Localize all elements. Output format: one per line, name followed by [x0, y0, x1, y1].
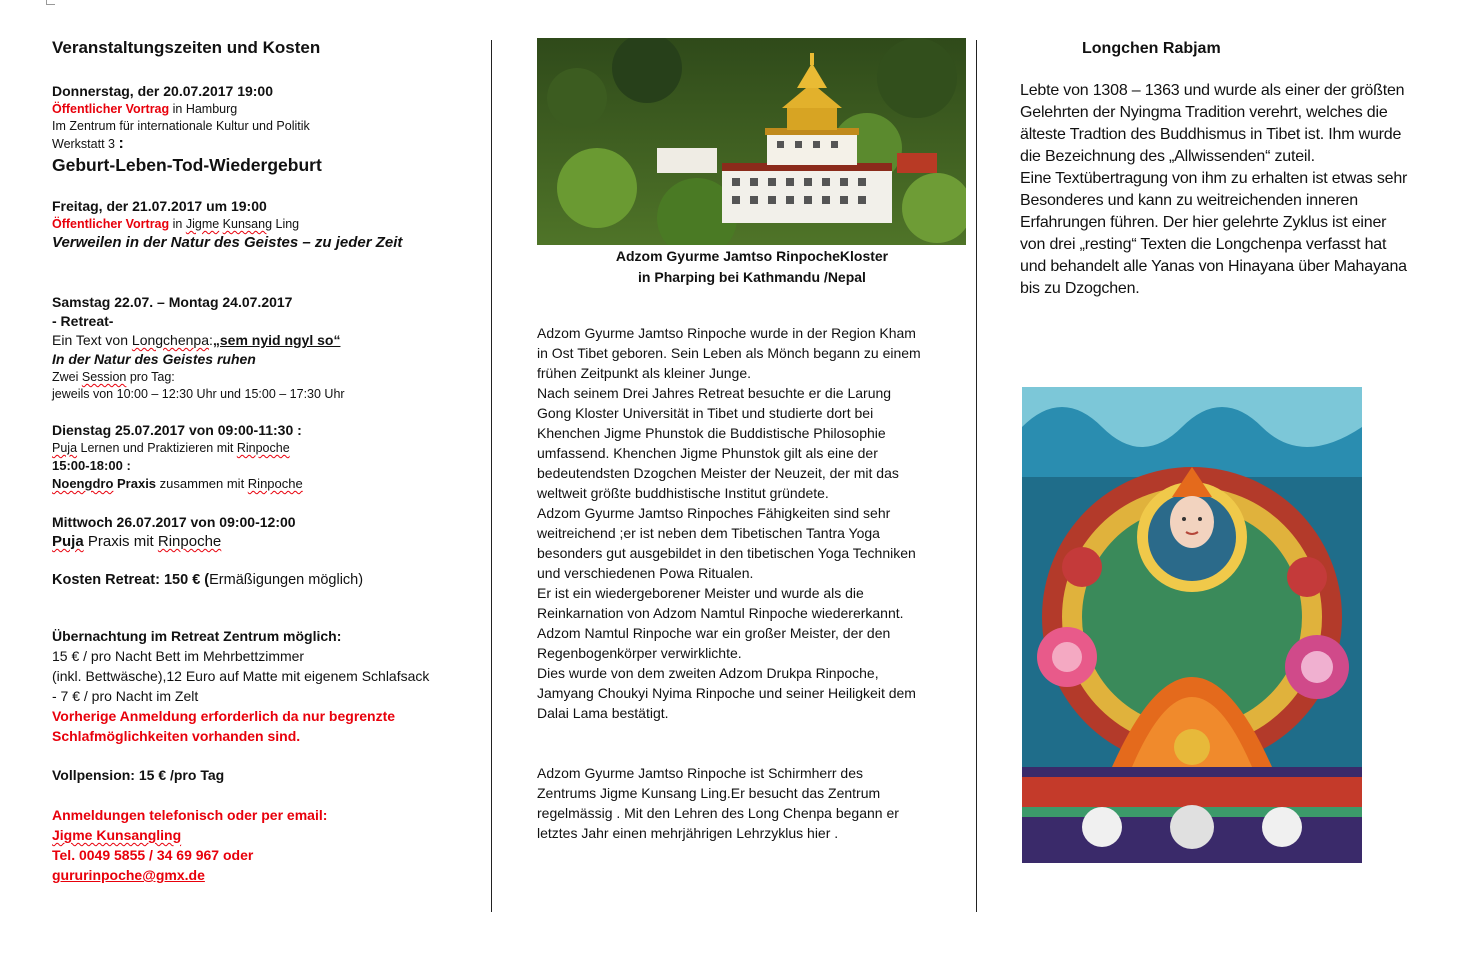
schedule-column [52, 38, 482, 903]
event-date: Freitag, der 21.07.2017 um 19:00 [52, 198, 267, 214]
column-divider [491, 40, 492, 912]
bio-line: Adzom Gyurme Jamtso Rinpoches Fähigkeiten sind sehr [537, 505, 891, 521]
puja-line: Praxis mit [83, 533, 158, 550]
accommodation-line: - 7 € / pro Nacht im Zelt [52, 688, 199, 704]
ngondro-line: Praxis [113, 476, 157, 491]
photo-caption: in Pharping bei Kathmandu /Nepal [638, 269, 866, 285]
registration-warning: Vorherige Anmeldung erforderlich da nur begrenzte [52, 708, 396, 724]
event-location: Jigme [185, 217, 220, 231]
contact-email[interactable]: gururinpoche@gmx.de [52, 867, 205, 883]
event-location: Kunsang [222, 217, 273, 231]
event-wednesday [52, 513, 482, 552]
event-location: Ling [272, 217, 300, 231]
contact-block [52, 805, 482, 885]
bio-line: Gong Kloster Universität in Tibet und studierte dort bei [537, 405, 874, 421]
schedule-heading: Veranstaltungszeiten und Kosten [52, 38, 321, 57]
retreat-label: - Retreat- [52, 313, 114, 329]
full-board-price: Vollpension: 15 € /pro Tag [52, 767, 225, 783]
accommodation [52, 626, 482, 746]
photo-caption: Adzom Gyurme Jamtso RinpocheKloster [615, 248, 889, 264]
puja-line: Puja [52, 441, 78, 455]
cost-note: Ermäßigungen möglich) [209, 572, 364, 588]
ngondro-line: zusammen mit [156, 476, 248, 491]
column-divider [976, 40, 977, 912]
puja-line: Rinpoche [157, 533, 222, 550]
cost-label: Kosten Retreat: 150 € ( [52, 572, 210, 588]
event-tuesday [52, 421, 482, 493]
event-date: Mittwoch 26.07.2017 von 09:00-12:00 [52, 514, 296, 530]
event-location: in [169, 217, 186, 231]
contact-heading: Anmeldungen telefonisch oder per email: [52, 807, 328, 823]
bio-line: Nach seinem Drei Jahres Retreat besuchte er die Larung [537, 385, 892, 401]
bio-line: in Ost Tibet geboren. Sein Leben als Mönch begann zu einem [537, 345, 921, 361]
text-intro: Ein Text von [52, 332, 132, 348]
accommodation-line: 15 € / pro Nacht Bett im Mehrbettzimmer [52, 648, 305, 664]
longchenpa-line: Besonderes und kann zu weitreichenden inneren [1020, 192, 1358, 209]
event-friday [52, 197, 482, 253]
contact-name: Jigme Kunsangling [52, 827, 182, 843]
bio-line: Khenchen Jigme Phunstok die Buddistische Philosophie [537, 425, 886, 441]
event-location: in Hamburg [169, 102, 238, 116]
event-thursday [52, 82, 482, 177]
event-date: Donnerstag, der 20.07.2017 19:00 [52, 83, 274, 99]
venue-line: Im Zentrum für internationale Kultur und Politik [52, 119, 310, 133]
text-author: Longchenpa [131, 332, 209, 348]
bio-line: weltweit größte buddhistische Institut gründete. [537, 485, 829, 501]
monastery-photo [537, 38, 966, 245]
bio-line: bedeutendsten Dzogchen Meister der Neuzeit, der mit das [537, 465, 899, 481]
longchenpa-line: älteste Tradtion des Buddhismus in Tibet ist. Ihm wurde [1020, 126, 1402, 143]
bio-line: Dies wurde von dem zweiten Adzom Drukpa Rinpoche, [537, 665, 879, 681]
bio-line: besonders gut ausgebildet in den tibetischen Yoga Techniken [537, 545, 916, 561]
longchenpa-line: von drei „resting“ Texten die Longchenpa verfasst hat [1020, 236, 1387, 253]
full-board [52, 766, 482, 785]
longchenpa-line: bis zu Dzogchen. [1020, 280, 1140, 297]
bio-line: weitreichend ;er ist neben dem Tibetischen Tantra Yoga [537, 525, 880, 541]
retreat-subtitle: In der Natur des Geistes ruhen [52, 351, 256, 367]
retreat-cost [52, 572, 482, 588]
accommodation-line: (inkl. Bettwäsche),12 Euro auf Matte mit eigenem Schlafsack [52, 668, 430, 684]
longchenpa-column [1020, 38, 1430, 300]
bio-line: und verschiedenen Powa Ritualen. [537, 565, 754, 581]
bio-line: frühen Zeitpunkt als kleiner Junge. [537, 365, 752, 381]
venue-line: Werkstatt 3 [52, 137, 119, 151]
ngondro-line: Rinpoche [247, 476, 303, 491]
event-date: Samstag 22.07. – Montag 24.07.2017 [52, 294, 293, 310]
event-time: 15:00-18:00 : [52, 458, 131, 473]
puja-line: Lernen und Praktizieren mit [77, 441, 237, 455]
thangka-painting [1022, 387, 1362, 863]
biography-column [537, 38, 967, 843]
bio-line: Er ist ein wiedergeborener Meister und wurde als die [537, 585, 864, 601]
longchenpa-line: die Bezeichnung des „Allwissenden“ zuteil. [1020, 148, 1315, 165]
page-corner-mark [46, 0, 55, 5]
ngondro-line: Noengdro [52, 476, 114, 491]
bio-line: Dalai Lama bestätigt. [537, 705, 669, 721]
bio-line: regelmässig . Mit den Lehren des Long Chenpa begann er [537, 805, 899, 821]
bio-line: Jamyang Choukyi Nyima Rinpoche und seiner Heiligkeit dem [537, 685, 916, 701]
bio-line: umfassend. Khenchen Jigme Phunstok gilt als eine der [537, 445, 878, 461]
event-retreat [52, 293, 482, 403]
text-intro: : [208, 332, 213, 348]
session-times: jeweils von 10:00 – 12:30 Uhr und 15:00 – 17:30 Uhr [52, 387, 345, 401]
bio-line: Regenbogenkörper verwirklichte. [537, 645, 742, 661]
longchenpa-line: Gelehrten der Nyingma Tradition verehrt, welches die [1020, 104, 1388, 121]
sessions-line: pro Tag: [126, 370, 175, 384]
sessions-line: Zwei [52, 370, 82, 384]
bio-line: Adzom Gyurme Jamtso Rinpoche ist Schirmherr des [537, 765, 863, 781]
biography-text [537, 323, 967, 843]
contact-phone[interactable]: Tel. 0049 5855 / 34 69 967 oder [52, 847, 254, 863]
colon: : [118, 135, 124, 152]
longchenpa-text [1020, 80, 1430, 300]
puja-line: Puja [52, 533, 84, 550]
sessions-line: Session [81, 370, 127, 384]
bio-line: Adzom Namtul Rinpoche war ein großer Meister, der den [537, 625, 891, 641]
longchenpa-line: Eine Textübertragung von ihm zu erhalten ist etwas sehr [1020, 170, 1408, 187]
registration-warning: Schlafmöglichkeiten vorhanden sind. [52, 728, 301, 744]
longchenpa-line: Lebte von 1308 – 1363 und wurde als einer der größten [1020, 82, 1405, 99]
longchenpa-line: und behandelt alle Yanas von Hinayana über Mahayana [1020, 258, 1407, 275]
longchenpa-title: Longchen Rabjam [1082, 40, 1221, 57]
longchenpa-line: Erfahrungen führen. Der hier gelehrte Zyklus ist einer [1020, 214, 1387, 231]
talk-label: Öffentlicher Vortrag [52, 217, 170, 231]
accommodation-heading: Übernachtung im Retreat Zentrum möglich: [52, 628, 342, 644]
event-title: Verweilen in der Natur des Geistes – zu jeder Zeit [52, 234, 403, 251]
text-title: „sem nyid ngyl so“ [212, 332, 341, 348]
bio-line: letztes Jahr einen mehrjährigen Lehrzyklus hier . [537, 825, 839, 841]
event-date: Dienstag 25.07.2017 von 09:00-11:30 : [52, 422, 302, 438]
puja-line: Rinpoche [236, 441, 290, 455]
bio-line: Adzom Gyurme Jamtso Rinpoche wurde in der Region Kham [537, 325, 916, 341]
bio-line: Zentrums Jigme Kunsang Ling.Er besucht das Zentrum [537, 785, 881, 801]
talk-label: Öffentlicher Vortrag [52, 102, 170, 116]
event-title: Geburt-Leben-Tod-Wiedergeburt [52, 155, 322, 175]
bio-line: Reinkarnation von Adzom Namtul Rinpoche wiedererkannt. [537, 605, 904, 621]
